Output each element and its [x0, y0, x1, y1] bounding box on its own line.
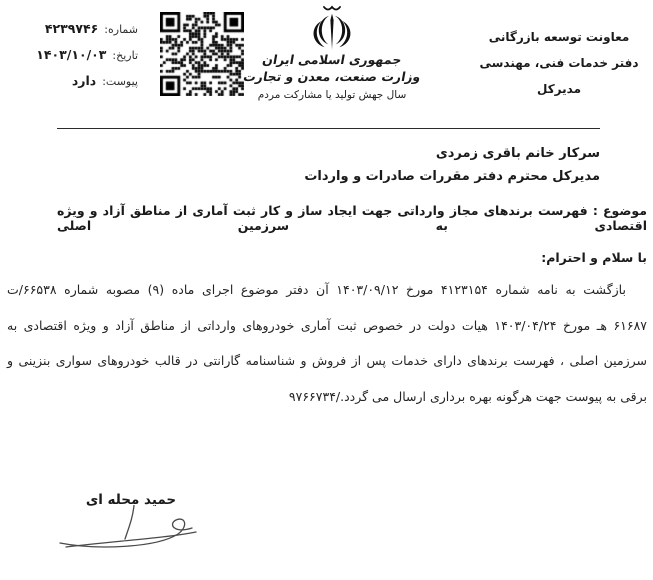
- recipient-name: سرکار خانم باقری زمردی: [435, 146, 600, 161]
- letter-attachment-row: [8, 73, 138, 88]
- subject-line: موضوع : فهرست برندهای مجاز وارداتی جهت ایجاد ساز و کار ثبت آماری از مناطق آزاد و ویژه اقتصادی به سرزمین اصلی: [57, 203, 647, 233]
- body-line: سرزمین اصلی ، فهرست برندهای دارای خدمات پس از فروش و شناسنامه گارانتی در قالب خودروهای سواری بنزینی و: [7, 353, 647, 368]
- letter-number-label: شماره:: [104, 23, 138, 36]
- letterhead-country: جمهوری اسلامی ایران: [261, 52, 403, 67]
- issuer-title: مدیرکل: [536, 82, 582, 96]
- signatory-name: حمید محله ای: [85, 492, 177, 508]
- iran-emblem-icon: [310, 4, 354, 51]
- letterhead-year-slogan: سال جهش تولید یا مشارکت مردم: [257, 89, 407, 101]
- letter-date-label: تاریخ:: [112, 49, 138, 62]
- body-line: ۶۱۶۸۷ هـ مورخ ۱۴۰۳/۰۴/۲۴ هیات دولت در خصوص ثبت آماری خودروهای وارداتی از مناطق آزاد و ویژه اقتصادی به: [7, 317, 648, 333]
- letterhead: [242, 4, 422, 101]
- recipient-block: [304, 142, 600, 188]
- qr-code: [160, 12, 244, 96]
- letter-body: [7, 272, 647, 414]
- issuer-block: [470, 24, 648, 102]
- recipient-title: مدیرکل محترم دفتر مقررات صادرات و واردات: [304, 169, 600, 184]
- letter-attachment-label: پیوست:: [102, 75, 138, 88]
- header-divider: [57, 128, 600, 129]
- letterhead-ministry: وزارت صنعت، معدن و تجارت: [242, 69, 422, 84]
- body-line: بازگشت به نامه شماره ۴۱۲۳۱۵۴ مورخ ۱۴۰۳/۰۹/۱۲ آن دفتر موضوع اجرای ماده (۹) مصوبه شماره ۶۶۵۳۸/ت: [7, 282, 626, 297]
- body-line: برقی به پیوست جهت هرگونه بهره برداری ارسال می گردد./۹۷۶۶۷۳۴: [288, 388, 647, 404]
- issuer-deputy: معاونت توسعه بازرگانی: [488, 30, 630, 44]
- issuer-office: دفتر خدمات فنی، مهندسی: [479, 56, 639, 70]
- letter-number-value: ۴۲۳۹۷۴۶: [44, 21, 99, 36]
- letter-number-row: [8, 21, 138, 36]
- signature-block: [56, 492, 206, 554]
- letter-date-row: [8, 47, 138, 62]
- letter-date-value: ۱۴۰۳/۱۰/۰۳: [36, 47, 107, 62]
- letter-attachment-value: دارد: [71, 73, 97, 88]
- handwritten-signature-icon: [56, 505, 206, 553]
- letter-meta-block: [8, 21, 138, 99]
- salutation: با سلام و احترام:: [541, 250, 647, 265]
